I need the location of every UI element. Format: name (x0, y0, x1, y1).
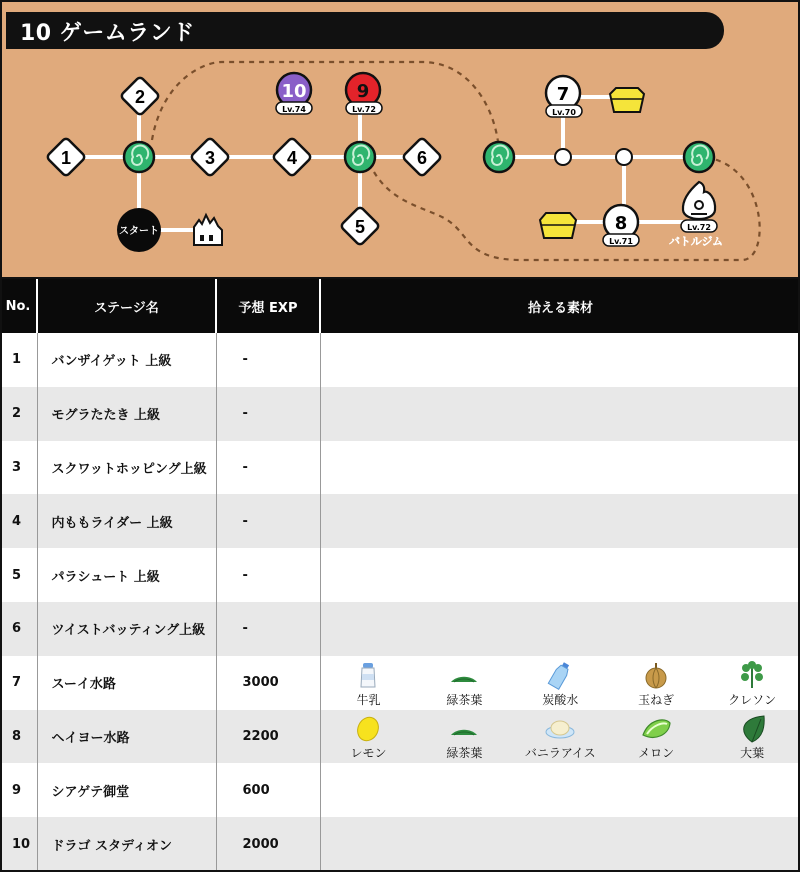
warp-swirl-icon[interactable] (684, 142, 714, 172)
stage-name: パラシュート 上級 (37, 548, 216, 602)
stage-no: 3 (12, 459, 22, 475)
map-node-3[interactable] (190, 137, 230, 177)
material-item (608, 656, 704, 710)
map-node-8[interactable] (603, 205, 639, 246)
table-row (0, 710, 800, 764)
table-row (0, 333, 800, 387)
stage-no: 8 (0, 710, 37, 764)
battle-gym-level: Lv.72 (687, 223, 711, 232)
map-node-10-label: 10 (281, 81, 307, 102)
table-row (0, 548, 800, 602)
material-item (704, 710, 800, 764)
table-row (0, 656, 800, 710)
table-row (0, 763, 800, 817)
stage-no: 10 (0, 817, 37, 871)
warp-swirl-icon[interactable] (345, 142, 375, 172)
warp-swirl-icon[interactable] (124, 142, 154, 172)
title-bar (6, 12, 724, 49)
stage-exp: - (216, 548, 320, 602)
battle-gym-label: バトルジム (668, 235, 724, 248)
material-name: 牛乳 (356, 692, 381, 707)
header-no: No. (0, 279, 37, 333)
stage-materials (320, 441, 800, 495)
table-row (0, 494, 800, 548)
stage-name: ヘイヨー水路 (37, 710, 216, 764)
material-name: クレソン (728, 692, 777, 707)
stage-materials (320, 602, 800, 656)
stage-exp: - (216, 441, 320, 495)
battle-gym-node[interactable] (669, 182, 723, 248)
stage-no: 2 (0, 387, 37, 441)
map-node-9[interactable] (346, 73, 382, 114)
map-node-2-label: 2 (134, 87, 146, 107)
stage-name: バンザイゲット 上級 (37, 333, 216, 387)
soda-water-icon (545, 660, 575, 690)
milk-icon (353, 660, 383, 690)
material-name: 緑茶葉 (446, 692, 483, 707)
stage-materials (320, 387, 800, 441)
stage-exp: - (216, 333, 320, 387)
stage-name: ツイストバッティング上級 (37, 602, 216, 656)
material-item (512, 710, 608, 764)
table-row (0, 602, 800, 656)
map-node-6[interactable] (402, 137, 442, 177)
melon-icon (641, 713, 671, 743)
materials-list (321, 710, 800, 764)
material-name: 玉ねぎ (638, 692, 675, 707)
map-node-7-label: 7 (556, 84, 570, 105)
material-name: 炭酸水 (542, 692, 579, 707)
map-node-1-label: 1 (60, 148, 72, 168)
table-header-row (0, 279, 800, 333)
map-node-7[interactable] (546, 76, 582, 117)
map-node-2[interactable] (120, 76, 160, 116)
stage-name: ドラゴ スタディオン (37, 817, 216, 871)
stage-exp: 3000 (216, 656, 320, 710)
map-node-10-level: Lv.74 (282, 105, 306, 114)
material-name: メロン (638, 746, 675, 761)
map-node-5[interactable] (340, 206, 380, 246)
start-label: スタート (119, 226, 159, 237)
stage-materials (320, 494, 800, 548)
header-stage-name: ステージ名 (37, 279, 216, 333)
stage-exp: - (216, 494, 320, 548)
stage-name: シアゲテ御堂 (37, 763, 216, 817)
stage-exp: 2000 (216, 817, 320, 871)
material-item (608, 710, 704, 764)
map-node-5-label: 5 (354, 217, 366, 237)
stage-name: 内ももライダー 上級 (37, 494, 216, 548)
map-node-8-level: Lv.71 (609, 237, 633, 246)
start-node[interactable] (117, 208, 161, 252)
map-node-6-label: 6 (416, 148, 428, 168)
material-item (704, 656, 800, 710)
material-name: 大葉 (740, 746, 765, 761)
materials-list (321, 656, 800, 710)
castle-icon (194, 215, 222, 245)
stage-no: 7 (12, 675, 22, 691)
stage-exp: 2200 (216, 710, 320, 764)
map-node-9-level: Lv.72 (352, 105, 376, 114)
onion-icon (641, 660, 671, 690)
material-name: 緑茶葉 (446, 746, 483, 761)
vanilla-ice-icon (545, 713, 575, 743)
map-node-9-label: 9 (356, 81, 370, 102)
stage-name: スクワットホッピング上級 (37, 441, 216, 495)
stage-materials (320, 333, 800, 387)
stage-materials (320, 548, 800, 602)
material-item (321, 656, 417, 710)
map-node-10[interactable] (276, 73, 312, 114)
map-node-4[interactable] (272, 137, 312, 177)
lemon-icon (353, 713, 383, 743)
stage-no: 4 (0, 494, 37, 548)
map-node-7-level: Lv.70 (552, 108, 576, 117)
warp-swirl-icon[interactable] (484, 142, 514, 172)
stage-name: スーイ水路 (37, 656, 216, 710)
table-row (0, 817, 800, 871)
material-item (416, 656, 512, 710)
stage-exp: 600 (216, 763, 320, 817)
table-row (0, 387, 800, 441)
stage-materials (320, 656, 800, 710)
junction-dot (616, 149, 632, 165)
junction-dot (555, 149, 571, 165)
stage-materials (320, 817, 800, 871)
green-tea-leaves-icon (449, 660, 479, 690)
table-row (0, 441, 800, 495)
map-node-4-label: 4 (286, 148, 298, 168)
stage-no: 6 (0, 602, 37, 656)
treasure-chest-icon[interactable] (610, 88, 644, 112)
stage-exp: - (216, 387, 320, 441)
shiso-leaf-icon (737, 713, 767, 743)
treasure-chest-icon[interactable] (540, 213, 576, 238)
stage-map (0, 0, 800, 279)
material-name: バニラアイス (524, 746, 596, 761)
stage-materials (320, 710, 800, 764)
stage-no: 1 (12, 352, 22, 368)
header-expected-exp: 予想 EXP (216, 279, 320, 333)
map-node-3-label: 3 (204, 148, 216, 168)
stage-no: 5 (12, 567, 22, 583)
stage-table-container (0, 279, 800, 872)
material-item (416, 710, 512, 764)
stage-table (0, 279, 800, 871)
material-item (321, 710, 417, 764)
header-materials: 拾える素材 (320, 279, 800, 333)
stage-name: モグラたたき 上級 (37, 387, 216, 441)
map-node-8-label: 8 (614, 213, 628, 234)
stage-exp: - (216, 602, 320, 656)
map-node-1[interactable] (46, 137, 86, 177)
page-title: 10 ゲームランド (20, 21, 195, 46)
green-tea-leaves-icon (449, 713, 479, 743)
watercress-icon (737, 660, 767, 690)
material-item (512, 656, 608, 710)
material-name: レモン (350, 746, 387, 761)
stage-no: 9 (12, 782, 22, 798)
stage-materials (320, 763, 800, 817)
